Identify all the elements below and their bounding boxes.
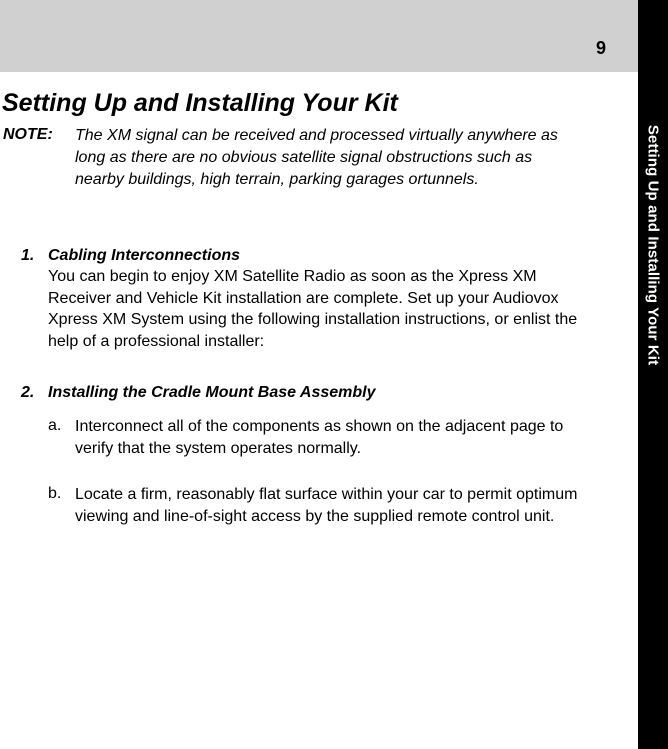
page-title: Setting Up and Installing Your Kit bbox=[2, 89, 398, 117]
section-1-number: 1. bbox=[21, 247, 35, 264]
section-2-title: Installing the Cradle Mount Base Assembly bbox=[48, 384, 376, 401]
side-tab-label: Setting Up and Installing Your Kit bbox=[644, 124, 662, 366]
note-label: NOTE: bbox=[3, 126, 53, 143]
item-b-text: Locate a firm, reasonably flat surface within your car to permit optimum viewing and line-of-sight access by the supplied remote control unit. bbox=[75, 486, 578, 525]
item-b-letter: b. bbox=[48, 485, 62, 502]
section-2-number: 2. bbox=[21, 384, 35, 401]
page-number: 9 bbox=[596, 38, 607, 58]
side-tab bbox=[638, 0, 668, 749]
note-text: The XM signal can be received and processed virtually anywhere as long as there are no obvious satellite signal obstructions such as nearby buildings, high terrain, parking garages ortunnels. bbox=[75, 127, 558, 188]
header-band bbox=[0, 0, 638, 72]
section-1-body: You can begin to enjoy XM Satellite Radio as soon as the Xpress XM Receiver and Vehicle Kit installation are complete. Set up your Audiovox Xpress XM System using the following installation instructions, or enlist the help of a professional installer: bbox=[48, 268, 578, 350]
section-1-title: Cabling Interconnections bbox=[48, 247, 241, 264]
item-a-text: Interconnect all of the components as shown on the adjacent page to verify that the system operates normally. bbox=[75, 418, 564, 457]
item-a-letter: a. bbox=[48, 417, 62, 434]
